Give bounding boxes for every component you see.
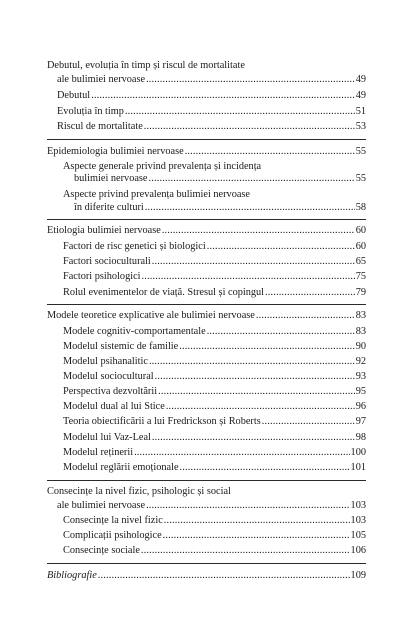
entry-title: Perspectiva dezvoltării [63,386,158,397]
section-divider [47,139,366,140]
entry-title: Factori psihologici [63,271,141,282]
leader-dots [125,106,355,118]
leader-dots [185,146,355,158]
page-number: 98 [355,432,366,443]
toc-subentry[interactable] [63,287,366,299]
entry-title: Modelul lui Vaz-Leal [63,432,151,443]
leader-dots [180,462,350,474]
leader-dots [155,371,355,383]
toc-entry[interactable] [57,74,366,86]
leader-dots [144,121,355,133]
section-divider [47,304,366,305]
entry-title: Teoria obiectificării a lui Fredrickson și Roberts [63,416,261,427]
entry-title: Modelul dual al lui Stice [63,401,165,412]
toc-subentry[interactable] [63,515,366,527]
toc-subentry[interactable] [63,326,366,338]
page-number: 92 [355,356,366,367]
toc-subentry[interactable] [57,90,366,102]
toc-subentry[interactable] [57,121,366,133]
page-number: 109 [350,570,366,581]
entry-title: Factori de risc genetici și biologici [63,241,206,252]
entry-title: Bibliografie [47,570,97,581]
toc-subentry[interactable] [63,432,366,444]
toc-entry[interactable] [47,310,366,322]
entry-title[interactable]: Aspecte privind prevalența bulimiei nervoase [63,189,250,200]
entry-title: Modele teoretice explicative ale bulimiei nervoase [47,310,255,321]
page-number: 55 [355,173,366,184]
page-number: 83 [355,326,366,337]
leader-dots [262,416,355,428]
section-title[interactable]: Debutul, evoluția în timp și riscul de mortalitate [47,60,245,71]
toc-subentry[interactable] [74,202,366,214]
page-number: 58 [355,202,366,213]
entry-title: Factori socioculturali [63,256,151,267]
toc-subentry[interactable] [63,256,366,268]
page-number: 75 [355,271,366,282]
entry-title: Evoluția în timp [57,106,124,117]
entry-title: Consecințe sociale [63,545,140,556]
leader-dots [152,256,355,268]
toc-subentry[interactable] [63,371,366,383]
toc-subentry[interactable] [63,416,366,428]
entry-title: Modelul reținerii [63,447,134,458]
page-number: 51 [355,106,366,117]
toc-subentry[interactable] [74,173,366,185]
entry-title: ale bulimiei nervoase [57,74,146,85]
entry-title: Riscul de mortalitate [57,121,143,132]
toc-subentry[interactable] [63,545,366,557]
page-number: 93 [355,371,366,382]
entry-title: Rolul evenimentelor de viață. Stresul și copingul [63,287,265,298]
page-number: 105 [350,530,366,541]
page-number: 49 [355,90,366,101]
leader-dots [134,447,349,459]
section-divider [47,480,366,481]
page-number: 53 [355,121,366,132]
toc-subentry[interactable] [63,386,366,398]
toc-subentry[interactable] [63,462,366,474]
section-divider [47,219,366,220]
toc-subentry[interactable] [63,401,366,413]
page-number: 60 [355,225,366,236]
leader-dots [207,326,355,338]
leader-dots [207,241,355,253]
toc-entry[interactable] [47,146,366,158]
page-number: 106 [350,545,366,556]
page-number: 65 [355,256,366,267]
leader-dots [163,530,350,542]
entry-title: Etiologia bulimiei nervoase [47,225,161,236]
page-number: 100 [350,447,366,458]
entry-title: Debutul [57,90,91,101]
entry-title: Complicații psihologice [63,530,162,541]
entry-title: Modele cognitiv-comportamentale [63,326,206,337]
entry-title: Modelul reglării emoționale [63,462,179,473]
entry-title: Epidemiologia bulimiei nervoase [47,146,184,157]
toc-entry[interactable] [47,570,366,582]
toc-subentry[interactable] [63,356,366,368]
toc-subentry[interactable] [63,241,366,253]
entry-title: Consecințe la nivel fizic [63,515,163,526]
entry-title: bulimiei nervoase [74,173,148,184]
leader-dots [98,570,350,582]
leader-dots [166,401,355,413]
leader-dots [146,74,355,86]
page-number: 79 [355,287,366,298]
entry-title: în diferite culturi [74,202,144,213]
leader-dots [179,341,354,353]
section-divider [47,563,366,564]
toc-entry[interactable] [47,225,366,237]
page-number: 60 [355,241,366,252]
leader-dots [256,310,355,322]
toc-subentry[interactable] [57,106,366,118]
leader-dots [91,90,355,102]
toc-subentry[interactable] [63,447,366,459]
entry-title[interactable]: Aspecte generale privind prevalența și incidența [63,161,262,172]
page-number: 55 [355,146,366,157]
toc-entry[interactable] [57,500,366,512]
leader-dots [149,173,355,185]
leader-dots [146,500,349,512]
page-number: 103 [350,515,366,526]
toc-subentry[interactable] [63,271,366,283]
leader-dots [162,225,355,237]
entry-title: Modelul sociocultural [63,371,154,382]
leader-dots [142,271,355,283]
page-number: 95 [355,386,366,397]
entry-title: Modelul sistemic de familie [63,341,179,352]
toc-subentry[interactable] [63,341,366,353]
leader-dots [265,287,355,299]
entry-title: Modelul psihanalitic [63,356,148,367]
leader-dots [164,515,350,527]
toc-subentry[interactable] [63,530,366,542]
leader-dots [149,356,355,368]
page-number: 97 [355,416,366,427]
leader-dots [141,545,350,557]
page-number: 101 [350,462,366,473]
entry-title: ale bulimiei nervoase [57,500,146,511]
leader-dots [145,202,355,214]
leader-dots [152,432,355,444]
page-number: 83 [355,310,366,321]
page-number: 49 [355,74,366,85]
page-number: 96 [355,401,366,412]
leader-dots [158,386,355,398]
page-number: 90 [355,341,366,352]
page-number: 103 [350,500,366,511]
section-title[interactable]: Consecințe la nivel fizic, psihologic și social [47,486,231,497]
